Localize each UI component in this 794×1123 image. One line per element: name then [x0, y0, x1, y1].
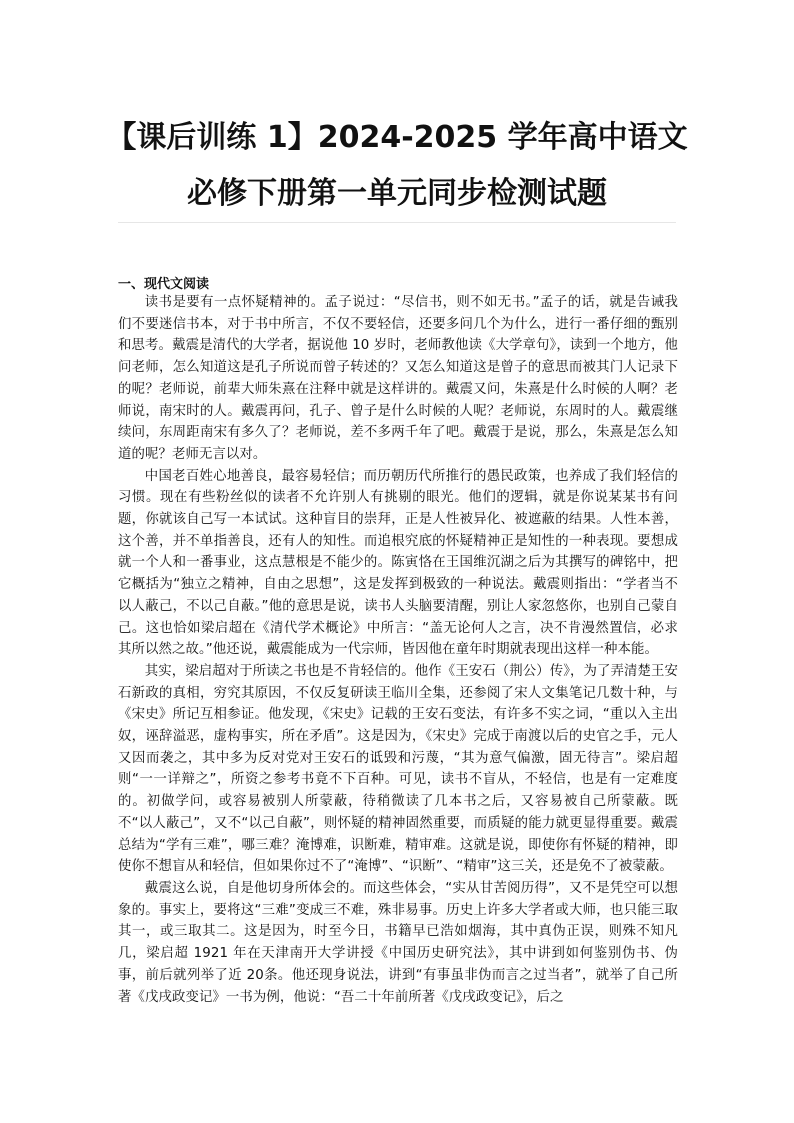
paragraph-1: 读书是要有一点怀疑精神的。孟子说过：“尽信书，则不如无书。”孟子的话，就是告诫我们不要迷信书本，对于书中所言，不仅不要轻信，还要多问几个为什么，进行一番仔细的甄别和思考。戴震是清代的大学者，据说他 10 岁时，老师教他读《大学章句》，读到一个地方，他问老师，怎么知道这是孔子所说而曾子转述的？又怎么知道这是曾子的意思而被其门人记录下的呢？老师说，前辈大师朱熹在注释中就是这样讲的。戴震又问，朱熹是什么时候的人啊？老师说，南宋时的人。戴震再问，孔子、曾子是什么时候的人呢？老师说，东周时的人。戴震继续问，东周距南宋有多久了？老师说，差不多两千年了吧。戴震于是说，那么，朱熹是怎么知道的呢？老师无言以对。 [118, 295, 678, 462]
document-title-line-1: 【课后训练 1】2024-2025 学年高中语文 [106, 120, 688, 155]
paragraph-2: 中国老百姓心地善良，最容易轻信；而历朝历代所推行的愚民政策，也养成了我们轻信的习惯。现在有些粉丝似的读者不允许别人有挑剔的眼光。他们的逻辑，就是你说某某书有问题，你就该自己写一本试试。这种盲目的崇拜，正是人性被异化、被遮蔽的结果。人性本善，这个善，并不单指善良，还有人的知性。而追根究底的怀疑精神正是知性的一种表现。要想成就一个人和一番事业，这点慧根是不能少的。陈寅恪在王国维沉湖之后为其撰写的碑铭中，把它概括为“独立之精神，自由之思想”，这是发挥到极致的一种说法。戴震则指出：“学者当不以人蔽己，不以己自蔽。”他的意思是说，读书人头脑要清醒，别让人家忽悠你，也别自己蒙自己。这也恰如梁启超在《清代学术概论》中所言：“盖无论何人之言，决不肯漫然置信，必求其所以然之故。”他还说，戴震能成为一代宗师，皆因他在童年时期就表现出这样一种本能。 [118, 468, 678, 658]
document-title-line-2: 必修下册第一单元同步检测试题 [187, 176, 607, 211]
paragraph-4: 戴震这么说，自是他切身所体会的。而这些体会，“实从甘苦阅历得”，又不是凭空可以想象的。事实上，要将这“三难”变成三不难，殊非易事。历史上许多大学者或大师，也只能三取其一，或三取其二。这是因为，时至今日，书籍早已浩如烟海，其中真伪正误，则殊不知凡几，梁启超 1921 年在天津南开大学讲授《中国历史研究法》，其中讲到如何鉴别伪书、伪事，前后就列举了近 20条。他还现身说法，讲到“有事虽非伪而言之过当者”，就举了自己所著《戊戌政变记》一书为例，他说：“吾二十年前所著《戊戌政变记》，后之 [118, 880, 678, 1005]
reading-passage [118, 292, 678, 1008]
section-heading: 一、现代文阅读 [118, 277, 210, 292]
paragraph-3: 其实，梁启超对于所读之书也是不肯轻信的。他作《王安石（荆公）传》，为了弄清楚王安石新政的真相，穷究其原因，不仅反复研读王临川全集，还参阅了宋人文集笔记几数十种，与《宋史》所记互相参证。他发现，《宋史》记载的王安石变法，有许多不实之词，“重以入主出奴，诬辞溢恶，虚构事实，所在矛盾”。这是因为，《宋史》完成于南渡以后的史官之手，元人又因而袭之，其中多为反对党对王安石的诋毁和污蔑，“其为意气偏激，固无待言”。梁启超则“一一详辩之”，所资之参考书竟不下百种。可见，读书不盲从，不轻信，也是有一定难度的。初做学问，或容易被别人所蒙蔽，待稍微读了几本书之后，又容易被自己所蒙蔽。既不“以人蔽己”，又不“以己自蔽”，则怀疑的精神固然重要，而质疑的能力就更显得重要。戴震总结为“学有三难”，哪三难？淹博难，识断难，精审难。这就是说，即使你有怀疑的精神，即使你不想盲从和轻信，但如果你过不了“淹博”、“识断”、“精审”这三关，还是免不了被蒙蔽。 [118, 663, 678, 875]
title-divider [118, 222, 676, 223]
